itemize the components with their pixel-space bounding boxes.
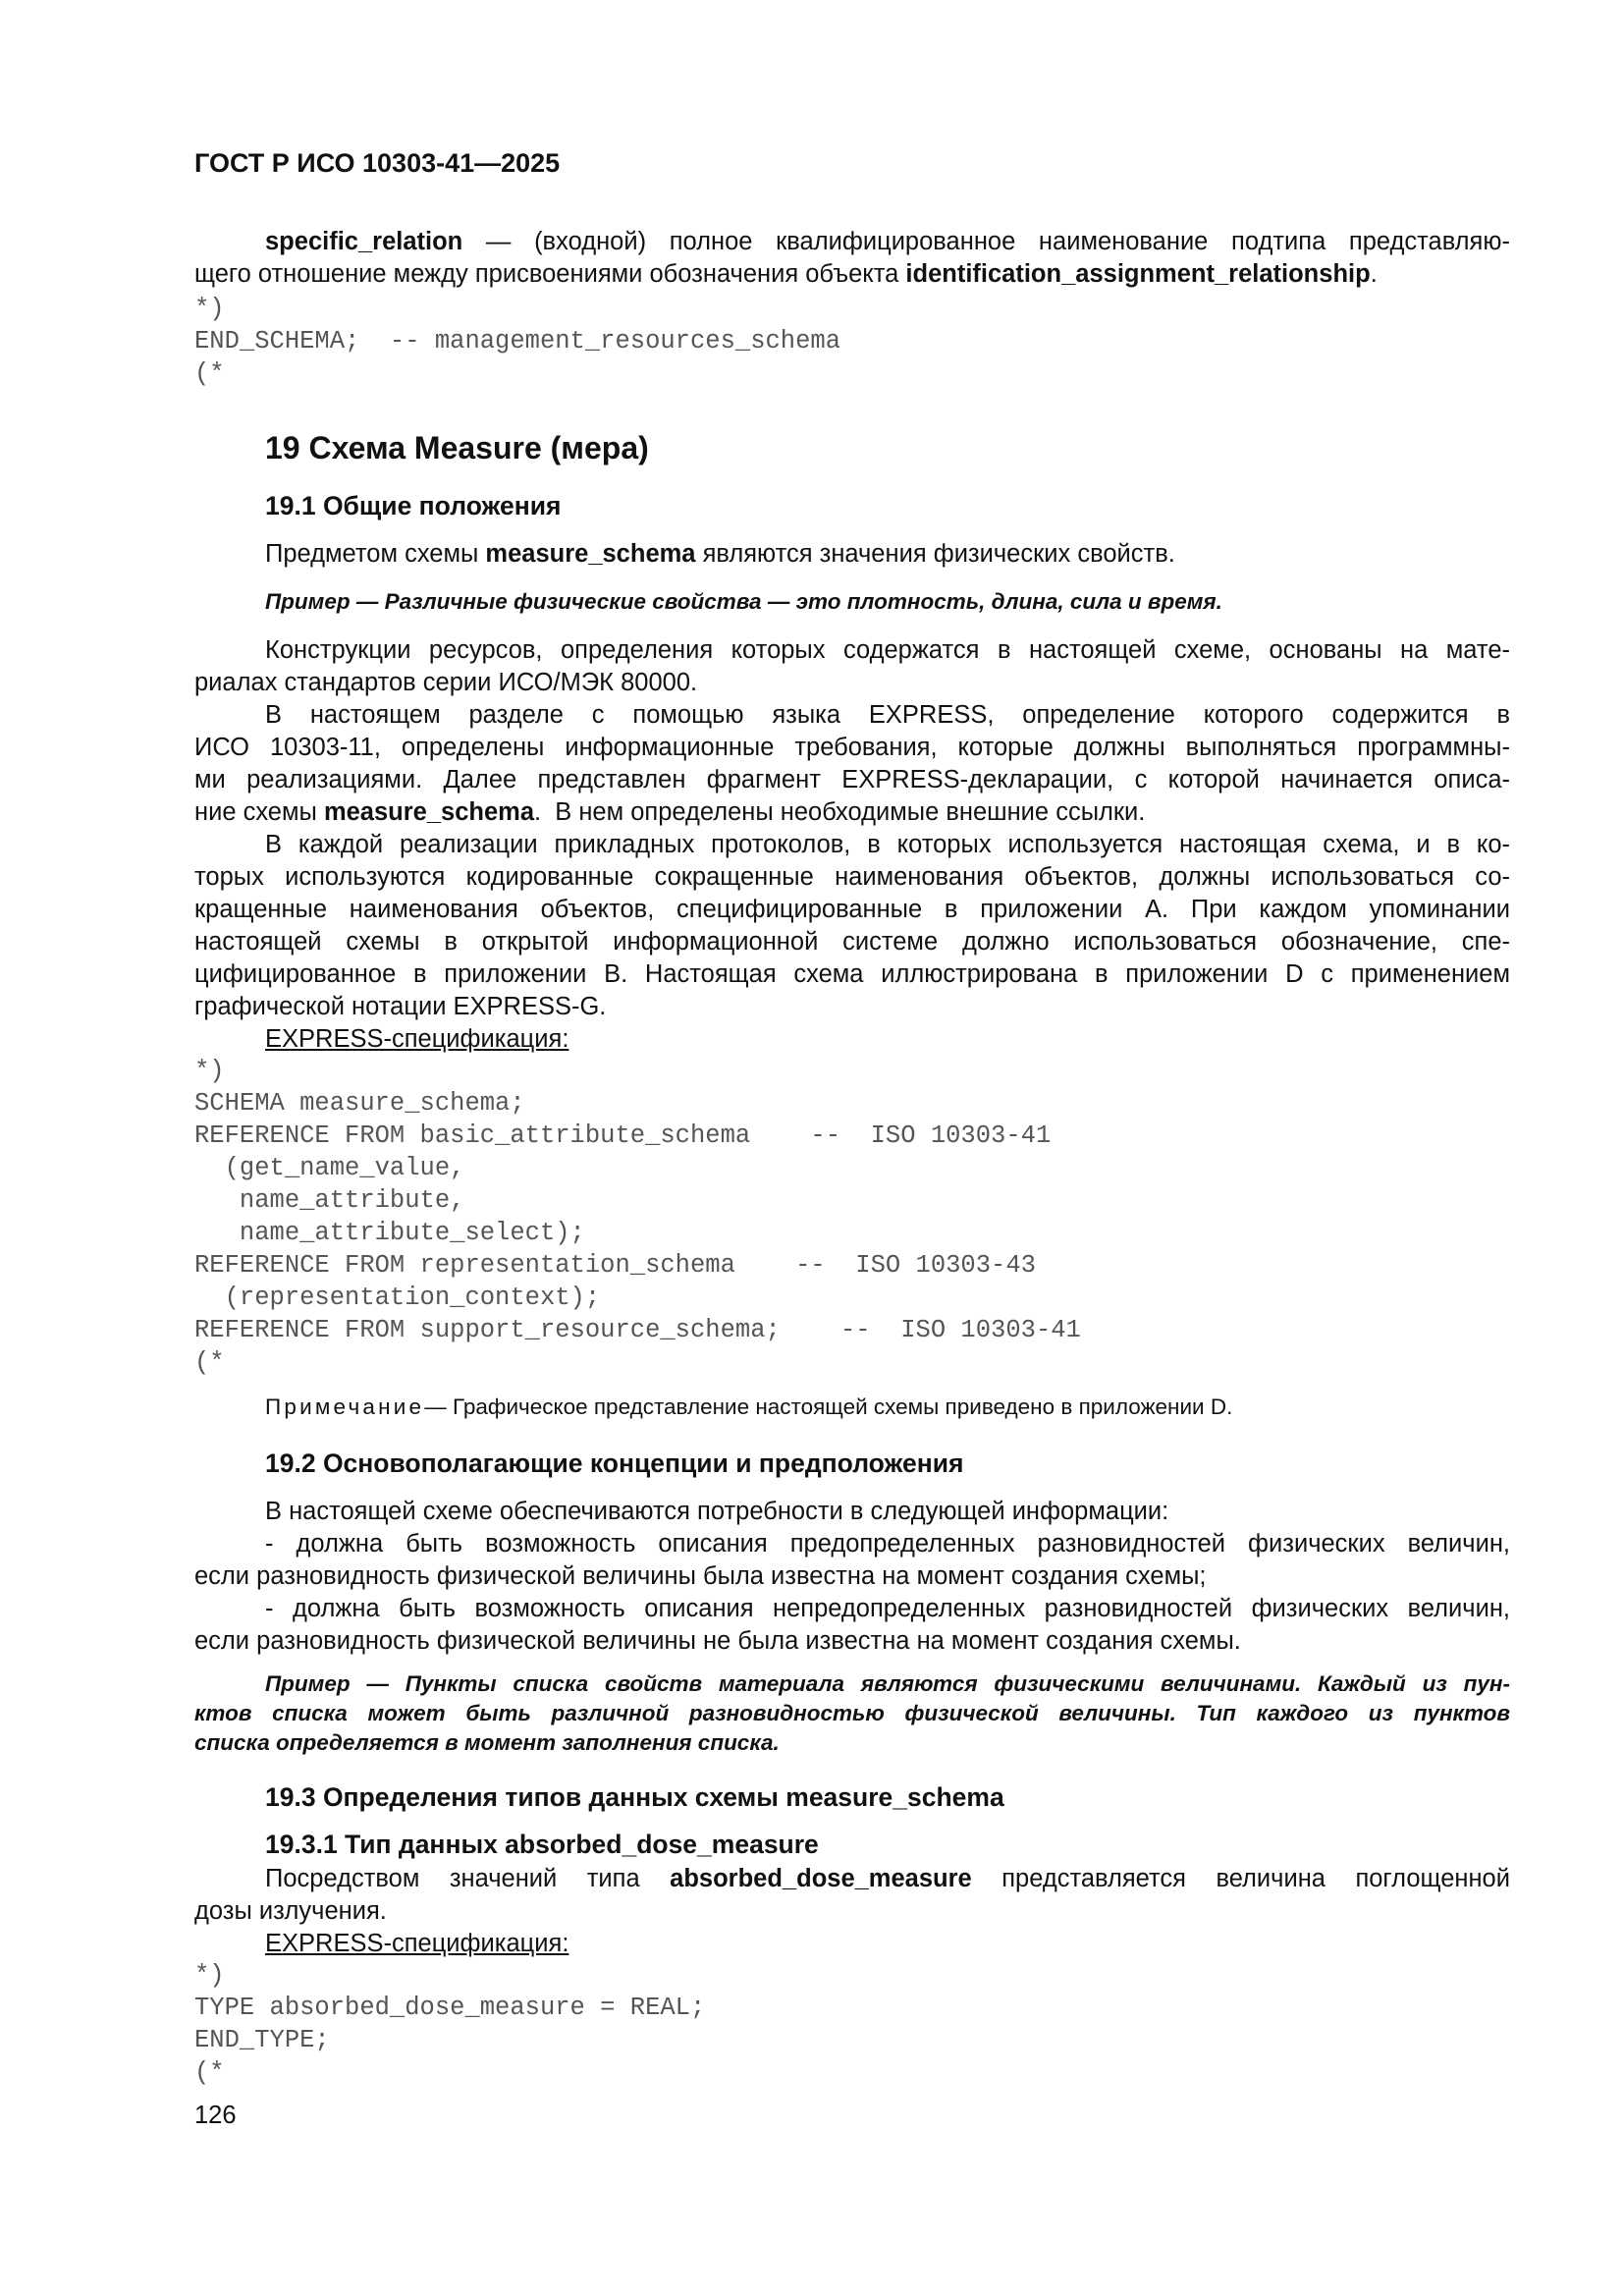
paragraph-line: Посредством значений типа absorbed_dose_measure представляется величина поглощенной <box>265 1865 1510 1892</box>
code-line: name_attribute_select); <box>194 1219 585 1247</box>
note: Примечание— Графическое представление настоящей схемы приведено в приложении D. <box>265 1394 1233 1419</box>
code-line: REFERENCE FROM basic_attribute_schema -- ISO 10303-41 <box>194 1121 1052 1150</box>
subsection-title: 19.3.1 Тип данных absorbed_dose_measure <box>265 1830 819 1859</box>
subsection-title: 19.1 Общие положения <box>265 491 562 520</box>
list-item-cont: если разновидность физической величины не была известна на момент создания схемы. <box>194 1627 1241 1655</box>
code-line: *) <box>194 295 225 323</box>
list-item-cont: если разновидность физической величины была известна на момент создания схемы; <box>194 1562 1207 1590</box>
section-title: 19 Схема Measure (мера) <box>265 430 649 465</box>
example-text: Пример — Различные физические свойства — это плотность, длина, сила и время. <box>265 589 1222 614</box>
subsection-title: 19.3 Определения типов данных схемы measure_schema <box>265 1782 1004 1812</box>
paragraph-line: specific_relation — (входной) полное квалифицированное наименование подтипа представляю- <box>265 228 1510 255</box>
term: absorbed_dose_measure <box>670 1865 972 1892</box>
paragraph-line: В настоящем разделе с помощью языка EXPRESS, определение которого содержится в <box>265 701 1510 729</box>
code-line: (* <box>194 1348 225 1377</box>
paragraph-line: графической нотации EXPRESS-G. <box>194 993 607 1020</box>
code-line: SCHEMA measure_schema; <box>194 1089 525 1118</box>
term: measure_schema <box>323 798 534 826</box>
paragraph-line: Конструкции ресурсов, определения которых содержатся в настоящей схеме, основаны на мате- <box>265 636 1510 664</box>
paragraph-line: риалах стандартов серии ИСО/МЭК 80000. <box>194 669 698 696</box>
code-line: (* <box>194 2058 225 2087</box>
paragraph-line: ИСО 10303-11, определены информационные требования, которые должны выполняться программны- <box>194 734 1510 761</box>
paragraph-line: дозы излучения. <box>194 1897 387 1925</box>
code-line: REFERENCE FROM support_resource_schema; -- ISO 10303-41 <box>194 1316 1081 1344</box>
code-line: REFERENCE FROM representation_schema -- ISO 10303-43 <box>194 1251 1036 1280</box>
code-line: *) <box>194 1057 225 1085</box>
paragraph-line: Предметом схемы measure_schema являются значения физических свойств. <box>265 540 1175 568</box>
paragraph-line: цифицированное в приложении В. Настоящая схема иллюстрирована в приложении D с применением <box>194 960 1510 988</box>
code-line: (* <box>194 359 225 388</box>
standard-header: ГОСТ Р ИСО 10303-41—2025 <box>194 148 561 178</box>
code-line: TYPE absorbed_dose_measure = REAL; <box>194 1994 706 2022</box>
term: specific_relation <box>265 228 463 255</box>
example-text: ктов списка может быть различной разновидностью физической величины. Тип каждого из пунктов <box>194 1701 1510 1725</box>
code-line: (representation_context); <box>194 1284 601 1312</box>
paragraph-line: ние схемы measure_schema. В нем определены необходимые внешние ссылки. <box>194 798 1146 826</box>
code-line: END_SCHEMA; -- management_resources_schema <box>194 327 841 355</box>
code-line: name_attribute, <box>194 1186 465 1215</box>
page-number: 126 <box>194 2102 237 2129</box>
spec-label: EXPRESS-спецификация: <box>265 1930 569 1957</box>
subsection-title: 19.2 Основополагающие концепции и предположения <box>265 1449 964 1478</box>
term: measure_schema <box>485 540 696 568</box>
list-item: - должна быть возможность описания непредопределенных разновидностей физических величин, <box>265 1595 1510 1622</box>
paragraph-line: В настоящей схеме обеспечиваются потребности в следующей информации: <box>265 1498 1169 1525</box>
paragraph-line: В каждой реализации прикладных протоколов, в которых используется настоящая схема, и в ко- <box>265 831 1510 858</box>
code-line: END_TYPE; <box>194 2026 330 2054</box>
code-line: (get_name_value, <box>194 1154 465 1182</box>
paragraph-line: кращенные наименования объектов, специфицированные в приложении А. При каждом упоминании <box>194 896 1510 923</box>
example-text: списка определяется в момент заполнения списка. <box>194 1730 780 1755</box>
paragraph-line: торых используются кодированные сокращенные наименования объектов, должны использоваться со- <box>194 863 1510 891</box>
example-text: Пример — Пункты списка свойств материала являются физическими величинами. Каждый из пун- <box>265 1671 1510 1696</box>
paragraph-line: настоящей схемы в открытой информационной системе должно использоваться обозначение, спе- <box>194 928 1510 956</box>
term: identification_assignment_relationship <box>905 260 1371 288</box>
code-line: *) <box>194 1961 225 1990</box>
list-item: - должна быть возможность описания предопределенных разновидностей физических величин, <box>265 1530 1510 1558</box>
note-label: Примечание <box>265 1394 425 1419</box>
paragraph-line: ми реализациями. Далее представлен фрагмент EXPRESS-декларации, с которой начинается описа- <box>194 766 1510 793</box>
spec-label: EXPRESS-спецификация: <box>265 1025 569 1053</box>
paragraph-line: щего отношение между присвоениями обозначения объекта identification_assignment_relationship. <box>194 260 1378 288</box>
